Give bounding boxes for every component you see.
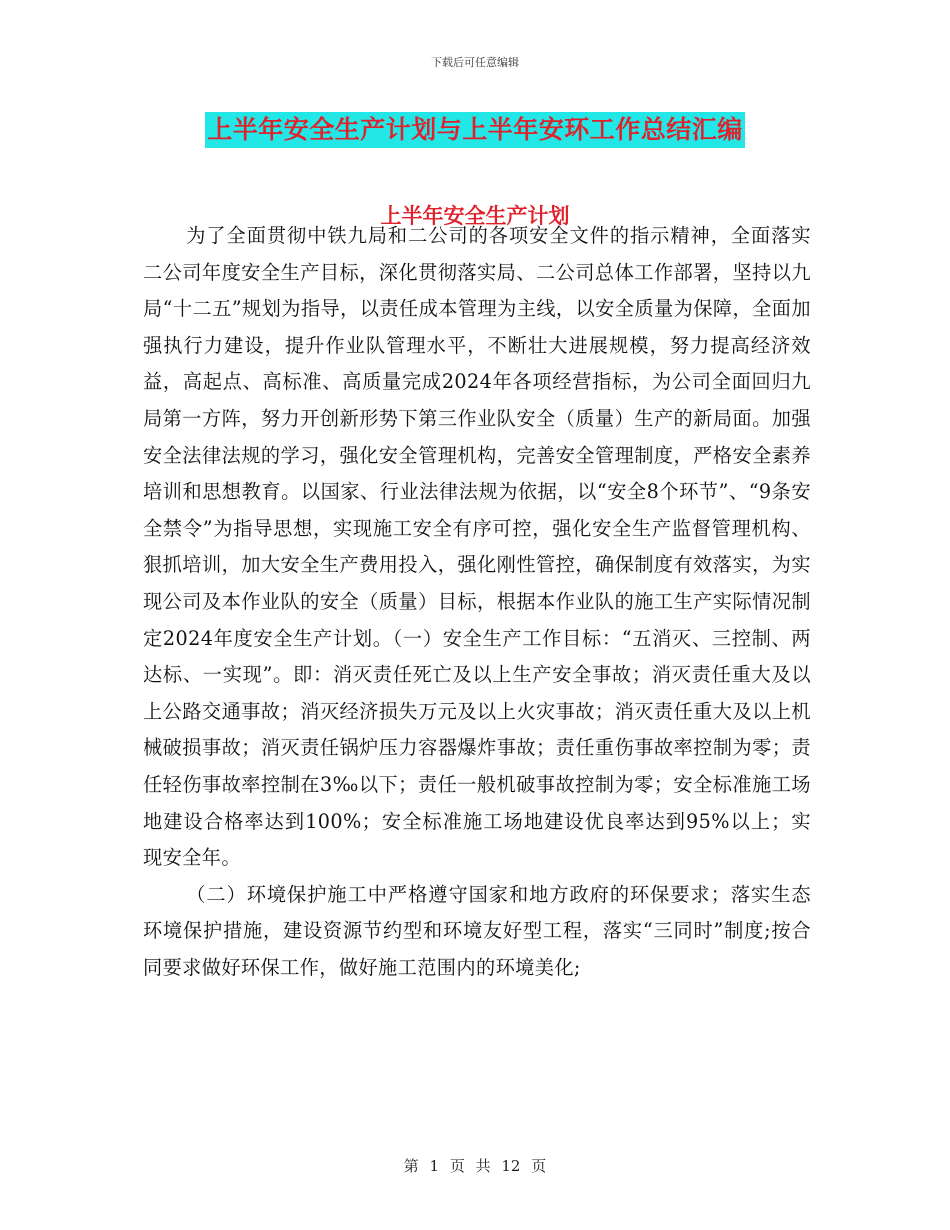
page-number-footer: 第 1 页 共 12 页: [403, 1157, 547, 1175]
paragraph-2: （二）环境保护施工中严格遵守国家和地方政府的环保要求；落实生态环境保护措施，建设资源节约型和环境友好型工程，落实“三同时”制度;按合同要求做好环保工作，做好施工范围内的环境美化;: [143, 882, 811, 979]
document-body: [143, 218, 811, 986]
main-title: 上半年安全生产计划与上半年安环工作总结汇编: [205, 112, 745, 148]
header-note: 下载后可任意编辑: [431, 56, 519, 69]
section-title: 上半年安全生产计划: [380, 204, 570, 228]
paragraph-1: 为了全面贯彻中铁九局和二公司的各项安全文件的指示精神，全面落实二公司年度安全生产目标，深化贯彻落实局、二公司总体工作部署，坚持以九局“十二五”规划为指导，以责任成本管理为主线，以安全质量为保障，全面加强执行力建设，提升作业队管理水平，不断壮大进展规模，努力提高经济效益，高起点、高标准、高质量完成2024年各项经营指标，为公司全面回归九局第一方阵，努力开创新形势下第三作业队安全（质量）生产的新局面。加强安全法律法规的学习，强化安全管理机构，完善安全管理制度，严格安全素养培训和思想教育。以国家、行业法律法规为依据，以“安全8个环节”、“9条安全禁令”为指导思想，实现施工安全有序可控，强化安全生产监督管理机构、狠抓培训，加大安全生产费用投入，强化刚性管控，确保制度有效落实，为实现公司及本作业队的安全（质量）目标，根据本作业队的施工生产实际情况制定2024年度安全生产计划。（一）安全生产工作目标：“五消灭、三控制、两达标、一实现”。即：消灭责任死亡及以上生产安全事故；消灭责任重大及以上公路交通事故；消灭经济损失万元及以上火灾事故；消灭责任重大及以上机械破损事故；消灭责任锅炉压力容器爆炸事故；责任重伤事故率控制为零；责任轻伤事故率控制在3‰以下；责任一般机破事故控制为零；安全标准施工场地建设合格率达到100%；安全标准施工场地建设优良率达到95%以上；实现安全年。: [143, 224, 811, 870]
main-title-container: [0, 112, 950, 148]
